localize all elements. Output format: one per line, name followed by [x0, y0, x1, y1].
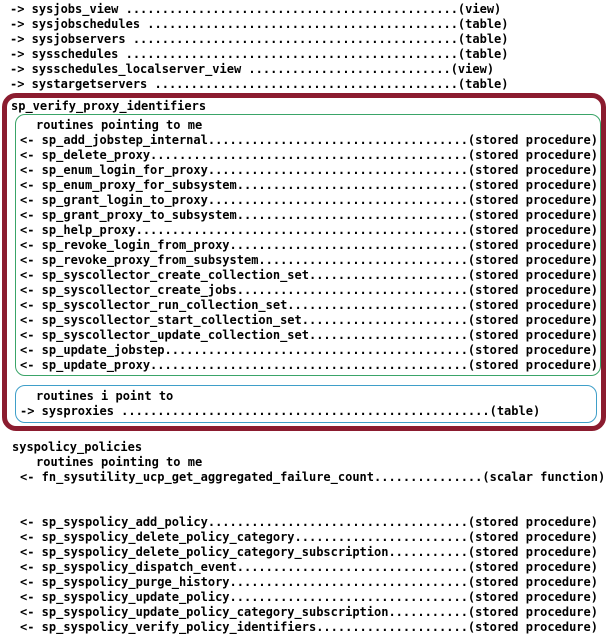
dependency-row: -> sysjobservers .............................................(table)	[10, 32, 509, 46]
dependency-row: <- sp_syscollector_start_collection_set.......................(stored procedure)	[20, 313, 598, 327]
dependency-row: <- sp_syspolicy_update_policy.................................(stored procedure)	[20, 590, 598, 604]
focus-object-box	[2, 93, 606, 431]
dependency-row: <- sp_syscollector_update_collection_set......................(stored procedure)	[20, 328, 598, 342]
dependency-row: <- sp_enum_proxy_for_subsystem................................(stored procedure)	[20, 178, 598, 192]
dependency-row: <- sp_revoke_login_from_proxy.................................(stored procedure)	[20, 238, 598, 252]
dependency-row: <- fn_sysutility_ucp_get_aggregated_failure_count...............(scalar function)	[20, 470, 606, 484]
dependency-row: <- sp_enum_login_for_proxy....................................(stored procedure)	[20, 163, 598, 177]
dependency-row: <- sp_syspolicy_delete_policy_category........................(stored procedure)	[20, 530, 598, 544]
routines-i-point-to-box	[15, 385, 597, 423]
routines-pointing-to-me-label: routines pointing to me	[36, 118, 203, 132]
routines-i-point-to-list	[16, 404, 596, 419]
next-object-list	[0, 470, 608, 635]
routines-pointing-to-me-list	[16, 133, 600, 373]
focus-object-title: sp_verify_proxy_identifiers	[11, 99, 207, 113]
dependency-row: <- sp_syspolicy_purge_history.................................(stored procedure)	[20, 575, 598, 589]
dependency-row: -> sysjobs_view ..............................................(view)	[10, 2, 502, 16]
next-object-section	[0, 440, 608, 635]
routines-i-point-to-label: routines i point to	[36, 389, 174, 403]
next-object-pointing-label: routines pointing to me	[36, 455, 203, 469]
dependency-row: -> sysjobschedules ...........................................(table)	[10, 17, 509, 31]
dependency-row: <- sp_syscollector_run_collection_set.........................(stored procedure)	[20, 298, 598, 312]
dependency-row: -> sysschedules ..............................................(table)	[10, 47, 509, 61]
dependency-row: <- sp_revoke_proxy_from_subsystem.............................(stored procedure)	[20, 253, 598, 267]
dependency-row: <- sp_syspolicy_update_policy_category_subscription...........(stored procedure)	[20, 605, 598, 619]
dependency-row: <- sp_syspolicy_add_policy....................................(stored procedure)	[20, 515, 598, 529]
dependency-row: -> sysproxies ...................................................(table)	[20, 404, 541, 418]
dependency-row: <- sp_syspolicy_verify_policy_identifiers.....................(stored procedure)	[20, 620, 598, 634]
dependency-row: <- sp_update_jobstep..........................................(stored procedure)	[20, 343, 598, 357]
dependency-row: <- sp_help_proxy..............................................(stored procedure)	[20, 223, 598, 237]
dependency-row: <- sp_syscollector_create_jobs................................(stored procedure)	[20, 283, 598, 297]
next-object-title: syspolicy_policies	[12, 440, 143, 454]
dependency-row: <- sp_syspolicy_dispatch_event................................(stored procedure)	[20, 560, 598, 574]
dependency-row: <- sp_syspolicy_delete_policy_category_subscription...........(stored procedure)	[20, 545, 598, 559]
dependency-row: <- sp_add_jobstep_internal....................................(stored procedure)	[20, 133, 598, 147]
dependency-row: <- sp_update_proxy............................................(stored procedure)	[20, 358, 598, 372]
dependency-row	[0, 500, 608, 515]
dependency-row: <- sp_grant_proxy_to_subsystem................................(stored procedure)	[20, 208, 598, 222]
dependency-row: <- sp_syscollector_create_collection_set......................(stored procedure)	[20, 268, 598, 282]
dependency-row: -> systargetservers ..........................................(table)	[10, 77, 509, 91]
dependency-row: <- sp_grant_login_to_proxy....................................(stored procedure)	[20, 193, 598, 207]
dependency-row	[0, 485, 608, 500]
dependency-row: -> sysschedules_localserver_view ............................(view)	[10, 62, 495, 76]
routines-pointing-to-me-box	[15, 114, 601, 376]
top-dependency-list	[0, 0, 608, 92]
dependency-row: <- sp_delete_proxy............................................(stored procedure)	[20, 148, 598, 162]
